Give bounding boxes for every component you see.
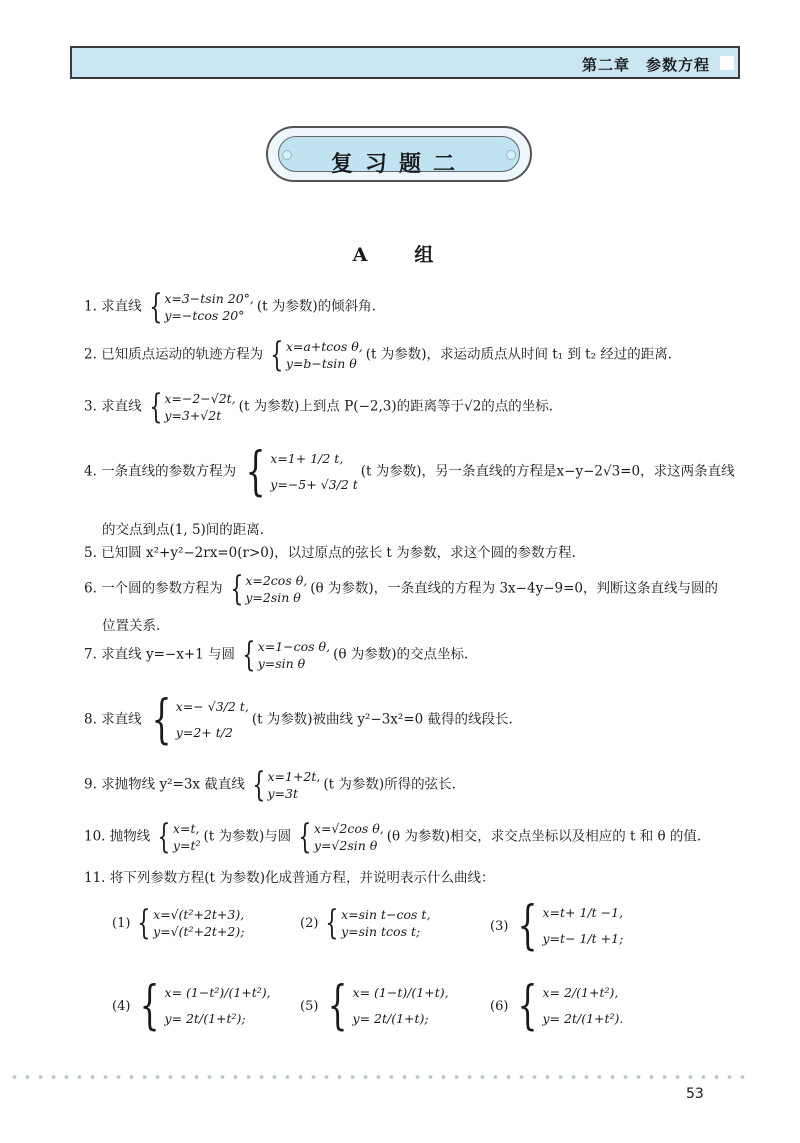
problem-text: (θ 为参数)相交，求交点坐标以及相应的 t 和 θ 的值. (386, 828, 702, 845)
problem-6 (84, 569, 718, 609)
problem-number: 11. (84, 870, 106, 886)
problem-9 (84, 765, 456, 805)
problem-text: (t 为参数)与圆 (203, 828, 292, 845)
equation-line: x=1+2t, (267, 768, 321, 784)
equation-system (321, 903, 431, 943)
equation-line: x=1+ 1/2 t, (270, 451, 344, 466)
problem-text: 已知质点运动的轨迹方程为 (101, 346, 264, 363)
sub-label: (5) (300, 998, 319, 1014)
sub-label: (6) (490, 998, 509, 1014)
problem-text: 求直线 (101, 298, 142, 315)
footer-dotted-line (8, 1074, 748, 1080)
banner-left-dot (282, 150, 292, 160)
problem-number: 4. (84, 463, 97, 480)
sub-label: (1) (112, 915, 131, 931)
equation-line: x=−2−√2t, (164, 390, 236, 406)
problem-10 (84, 817, 702, 857)
equation-line: y=3+√2t (164, 407, 222, 423)
problem-text: 抛物线 (109, 828, 151, 845)
problem-text: (t 为参数)的倾斜角. (256, 298, 376, 315)
brace: { (252, 765, 266, 805)
header-square-decoration (720, 56, 734, 70)
equation-line: y=−tcos 20° (164, 307, 245, 323)
sub-item-4 (112, 976, 274, 1036)
brace: { (245, 442, 266, 502)
problem-text: (θ 为参数)的交点坐标. (333, 646, 469, 663)
equation-line: y=2+ t/2 (175, 725, 233, 740)
section-title-inner (278, 136, 520, 177)
problem-number: 7. (84, 646, 97, 663)
problem-number: 3. (84, 398, 97, 415)
equation-line: x=1−cos θ, (257, 638, 331, 654)
problem-text: 求直线 (101, 398, 142, 415)
equation-system (266, 335, 363, 375)
equation-line: y=sin tcos t; (341, 923, 421, 939)
equation-system (239, 442, 358, 502)
problem-4-continuation: 的交点到点(1, 5)间的距离. (102, 522, 265, 538)
brace: { (518, 976, 538, 1036)
equation-line: y=√(t²+2t+2); (153, 923, 245, 939)
equation-system (153, 817, 201, 857)
problem-number: 10. (84, 828, 106, 845)
equation-line: y=t− 1/t +1; (542, 931, 624, 946)
section-title: 复习题二 (330, 152, 467, 177)
brace: { (298, 817, 312, 857)
problem-number: 5. (84, 545, 97, 561)
sub-label: (4) (112, 998, 131, 1014)
banner-right-dot (506, 150, 516, 160)
problem-number: 8. (84, 711, 97, 728)
equation-line: y= 2t/(1+t); (352, 1011, 429, 1026)
equation-system (145, 287, 254, 327)
problem-text: 求直线 y=−x+1 与圆 (101, 646, 236, 663)
problem-text: 已知圆 x²+y²−2rx=0(r>0)，以过原点的弦长 t 为参数，求这个圆的参数方程. (101, 545, 576, 561)
sub-item-1 (112, 903, 247, 943)
problem-number: 2. (84, 346, 97, 363)
problem-text: 将下列参数方程(t 为参数)化成普通方程，并说明表示什么曲线： (109, 870, 495, 886)
equation-system (248, 765, 321, 805)
equation-line: y=√2sin θ (313, 837, 378, 853)
equation-line: x= (1−t)/(1+t), (352, 985, 449, 1000)
brace: { (157, 817, 171, 857)
problem-4 (84, 442, 735, 502)
problem-1 (84, 287, 376, 327)
chapter-title: 第二章 参数方程 (581, 56, 710, 74)
section-title-banner (266, 126, 532, 182)
equation-system (145, 387, 236, 427)
sub-item-6 (490, 976, 626, 1036)
equation-line: x=2cos θ, (245, 572, 308, 588)
equation-line: y=−5+ √3/2 t (270, 477, 358, 492)
brace: { (140, 976, 160, 1036)
sub-label: (2) (300, 915, 319, 931)
equation-system (226, 569, 308, 609)
brace: { (149, 287, 162, 327)
problem-number: 1. (84, 298, 97, 315)
brace: { (325, 903, 339, 943)
equation-line: x=√(t²+2t+3), (153, 906, 245, 922)
problem-6-continuation: 位置关系. (102, 618, 161, 634)
problem-text: 求抛物线 y²=3x 截直线 (101, 776, 245, 793)
equation-line: y=3t (267, 785, 298, 801)
brace: { (242, 635, 256, 675)
equation-system (294, 817, 384, 857)
equation-system (133, 903, 245, 943)
problem-11 (84, 868, 495, 888)
problem-text: (t 为参数)被曲线 y²−3x²=0 截得的线段长. (251, 711, 513, 728)
brace: { (518, 896, 538, 956)
equation-system (133, 976, 271, 1036)
brace: { (151, 690, 172, 750)
problem-text: (t 为参数)上到点 P(−2,3)的距离等于√2的点的坐标. (238, 398, 554, 415)
problem-text: (t 为参数)，另一条直线的方程是x−y−2√3=0，求这两条直线 (360, 463, 735, 480)
problem-2 (84, 335, 673, 375)
equation-system (238, 635, 331, 675)
page-number: 53 (686, 1086, 704, 1102)
equation-line: y= 2t/(1+t²). (542, 1011, 624, 1026)
equation-line: x=3−tsin 20°, (164, 290, 254, 306)
equation-line: x=a+tcos θ, (285, 338, 363, 354)
sub-item-2 (300, 903, 433, 943)
problem-3 (84, 387, 554, 427)
equation-line: y=sin θ (257, 655, 306, 671)
equation-line: y=t² (172, 837, 201, 853)
equation-line: x= (1−t²)/(1+t²), (164, 985, 271, 1000)
problem-5 (84, 543, 576, 563)
equation-line: x=t, (172, 820, 200, 836)
sub-label: (3) (490, 918, 509, 934)
problem-text: 求直线 (101, 711, 142, 728)
equation-line: x=√2cos θ, (313, 820, 384, 836)
problem-text: (t 为参数)，求运动质点从时间 t₁ 到 t₂ 经过的距离. (365, 346, 673, 363)
equation-system (145, 690, 249, 750)
problem-text: 一条直线的参数方程为 (101, 463, 237, 480)
equation-line: x= 2/(1+t²), (542, 985, 619, 1000)
sub-item-5 (300, 976, 452, 1036)
problem-7 (84, 635, 469, 675)
equation-system (511, 976, 624, 1036)
equation-line: x=− √3/2 t, (175, 699, 249, 714)
equation-line: x=t+ 1/t −1, (542, 905, 624, 920)
brace: { (270, 335, 284, 375)
brace: { (230, 569, 243, 609)
problem-number: 6. (84, 580, 97, 597)
brace: { (137, 903, 151, 943)
equation-line: y=b−tsin θ (285, 355, 357, 371)
group-title: A 组 (352, 244, 448, 266)
problem-text: 一个圆的参数方程为 (101, 580, 223, 597)
equation-system (321, 976, 449, 1036)
problem-number: 9. (84, 776, 97, 793)
problem-8 (84, 690, 513, 750)
equation-line: y=2sin θ (245, 589, 301, 605)
sub-item-3 (490, 896, 626, 956)
brace: { (328, 976, 348, 1036)
equation-line: x=sin t−cos t, (341, 906, 431, 922)
equation-line: y= 2t/(1+t²); (164, 1011, 246, 1026)
chapter-header-bar (70, 46, 740, 79)
problem-text: (θ 为参数)，一条直线的方程为 3x−4y−9=0，判断这条直线与圆的 (310, 580, 718, 597)
problem-text: (t 为参数)所得的弦长. (323, 776, 456, 793)
equation-system (511, 896, 624, 956)
brace: { (149, 387, 162, 427)
